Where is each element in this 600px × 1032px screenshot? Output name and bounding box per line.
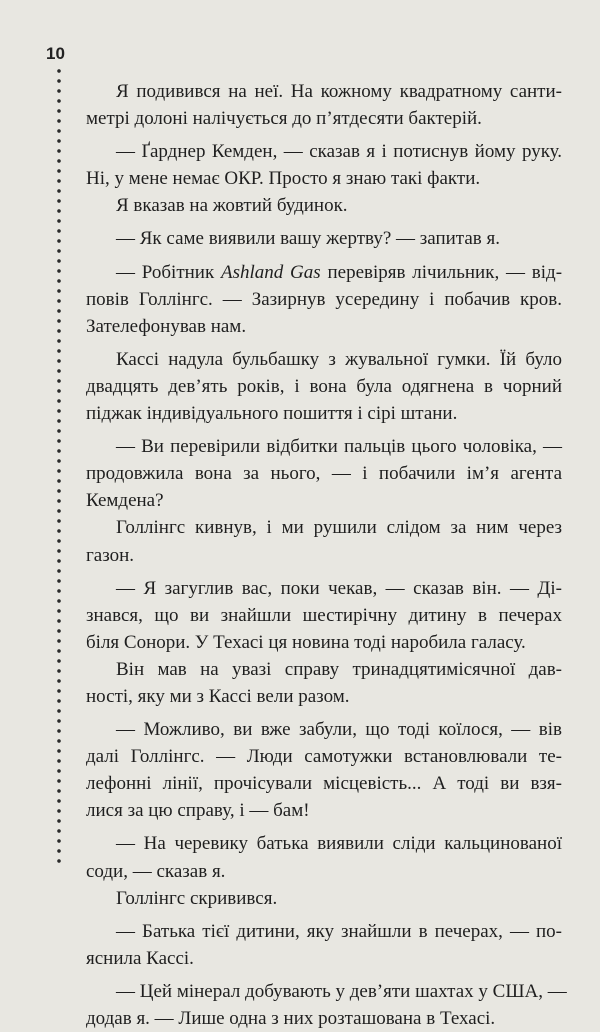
text-line: повів Голлінгс. — Зазирнув усередину і побачив кров. (86, 288, 562, 310)
page-number: 10 (46, 44, 65, 63)
text-line: соди, — сказав я. (86, 860, 226, 882)
text-line: Ні, у мене немає ОКР. Просто я знаю такі факти. (86, 168, 481, 190)
dotted-margin-rule (56, 66, 62, 866)
text-line: лися за цю справу, і — бам! (86, 800, 310, 822)
text-line: двадцять дев’ять років, і вона була одягнена в чорний (86, 375, 562, 397)
company-name: Ashland Gas (221, 261, 321, 283)
text-line: далі Голлінгс. — Люди самотужки встановлювали те- (86, 746, 562, 768)
text-line: продовжила вона за нього, — і побачили ім’я агента (86, 463, 562, 485)
text-line: — Як саме виявили вашу жертву? — запитав я. (116, 228, 500, 250)
body-text (86, 78, 567, 1032)
text-line: піджак індивідуального пошиття і сірі штани. (86, 403, 458, 425)
text-line: Він мав на увазі справу тринадцятимісячної дав- (116, 658, 562, 680)
text-line: Кемдена? (86, 490, 164, 512)
text-line: Голлінгс кивнув, і ми рушили слідом за ним через (116, 517, 562, 539)
text-line: — Ґарднер Кемден, — сказав я і потиснув йому руку. (116, 141, 562, 163)
text-line: метрі долоні налічується до п’ятдесяти бактерій. (86, 108, 482, 130)
text-line: додав я. — Лише одна з них розташована в Техасі. (86, 1008, 496, 1029)
text-line: — Я загуглив вас, поки чекав, — сказав він. — Ді- (116, 577, 562, 599)
text-line: — На черевику батька виявили сліди кальцинованої (116, 833, 562, 855)
text-line: — Можливо, ви вже забули, що тоді коїлося, — вів (116, 719, 562, 741)
text-line: — Батька тієї дитини, яку знайшли в печерах, — по- (116, 920, 562, 942)
text-line: Я вказав на жовтий будинок. (116, 195, 348, 217)
text-line: знався, що ви знайшли шестирічну дитину в печерах (86, 604, 562, 626)
text-line: Кассі надула бульбашку з жувальної гумки. Їй було (116, 348, 562, 370)
text-line: — Робітник Ashland Gas перевіряв лічильник, — від- (116, 261, 563, 283)
text-line: Я подивився на неї. На кожному квадратному санти- (116, 81, 562, 102)
text-line: яснила Кассі. (86, 947, 194, 969)
text-line: газон. (86, 544, 135, 566)
text-line: ності, яку ми з Кассі вели разом. (86, 685, 350, 707)
text-line: біля Сонори. У Техасі ця новина тоді наробила галасу. (86, 631, 526, 653)
text-line: лефонні лінії, прочісували місцевість... А тоді ви взя- (86, 773, 562, 795)
text-line: — Цей мінерал добувають у дев’яти шахтах у США, — (116, 980, 567, 1002)
text-line: Зателефонував нам. (86, 315, 247, 337)
text-line: — Ви перевірили відбитки пальців цього чоловіка, — (116, 436, 562, 458)
text-line: Голлінгс скривився. (116, 887, 278, 909)
